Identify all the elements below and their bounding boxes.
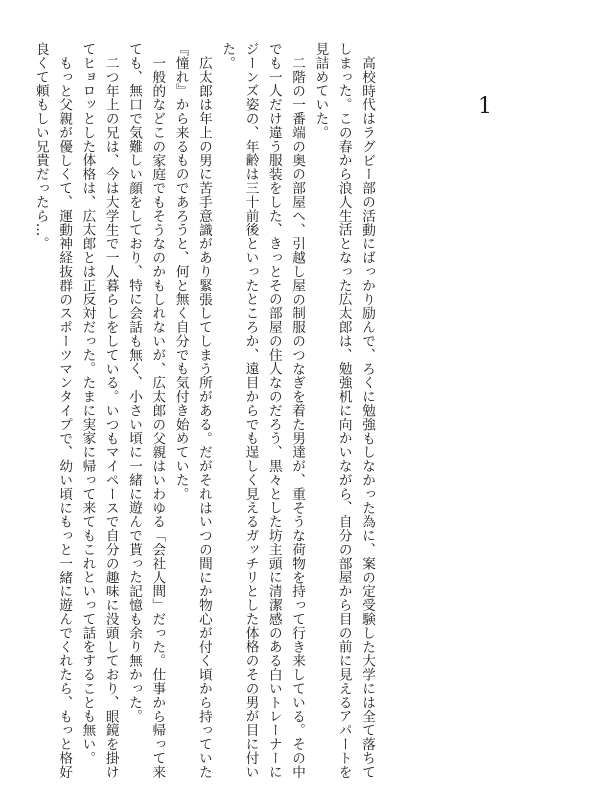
vertical-text-body <box>29 42 378 782</box>
page-number: 1 <box>478 94 492 119</box>
paragraph: 広太郎は年上の男に苦手意識があり緊張してしまう所がある。だがそれはいつの間にか物心が付く頃から持っていた『憧れ』から来るものであろうと、何と無く自分でも気付き始めていた。 <box>172 42 212 779</box>
paragraph: 二つ年上の兄は、今は大学生で一人暮らしをしている。いつもマイペースで自分の趣味に没頭しており、眼鏡を掛けてヒョロッとした体格は、広太郎とは正反対だった。たまに実家に帰って来てもこれといって話をすることも無い。 <box>79 42 119 779</box>
paragraph: もっと父親が優しくて、運動神経抜群のスポーツマンタイプで、幼い頃にもっと一緒に遊んでくれたら、もっと格好良くて頼もしい兄貴だったら…。 <box>32 42 73 779</box>
paragraph: 一般的などこの家庭でもそうなのかもしれないが、広太郎の父親はいわゆる「会社人間」だった。仕事から帰って来ても、無口で気難しい顔をしており、特に会話も無く、小さい頃に一緒に遊んで貰った記憶も余り無かった。 <box>126 42 166 779</box>
paragraph: 高校時代はラグビー部の活動にばっかり励んで、ろくに勉強もしなかった為に、案の定受験した大学には全て落ちてしまった。この春から浪人生活となった広太郎は、勉強机に向かいながら、自分の部屋から目の前に見えるアパートを見詰めていた。 <box>312 42 375 779</box>
paragraph: 二階の一番端の奥の部屋へ、引越し屋の制服のつなぎを着た男達が、重そうな荷物を持って行き来している。その中でも一人だけ違う服装をした、きっとその部屋の住人なのだろう、黒々とした坊主頭に清潔感のある白いトレーナーにジーンズ姿の、年齢は三十前後といったところか、遠目からでも逞しく見えるガッチリとした体格のその男が目に付いた。 <box>219 42 306 779</box>
